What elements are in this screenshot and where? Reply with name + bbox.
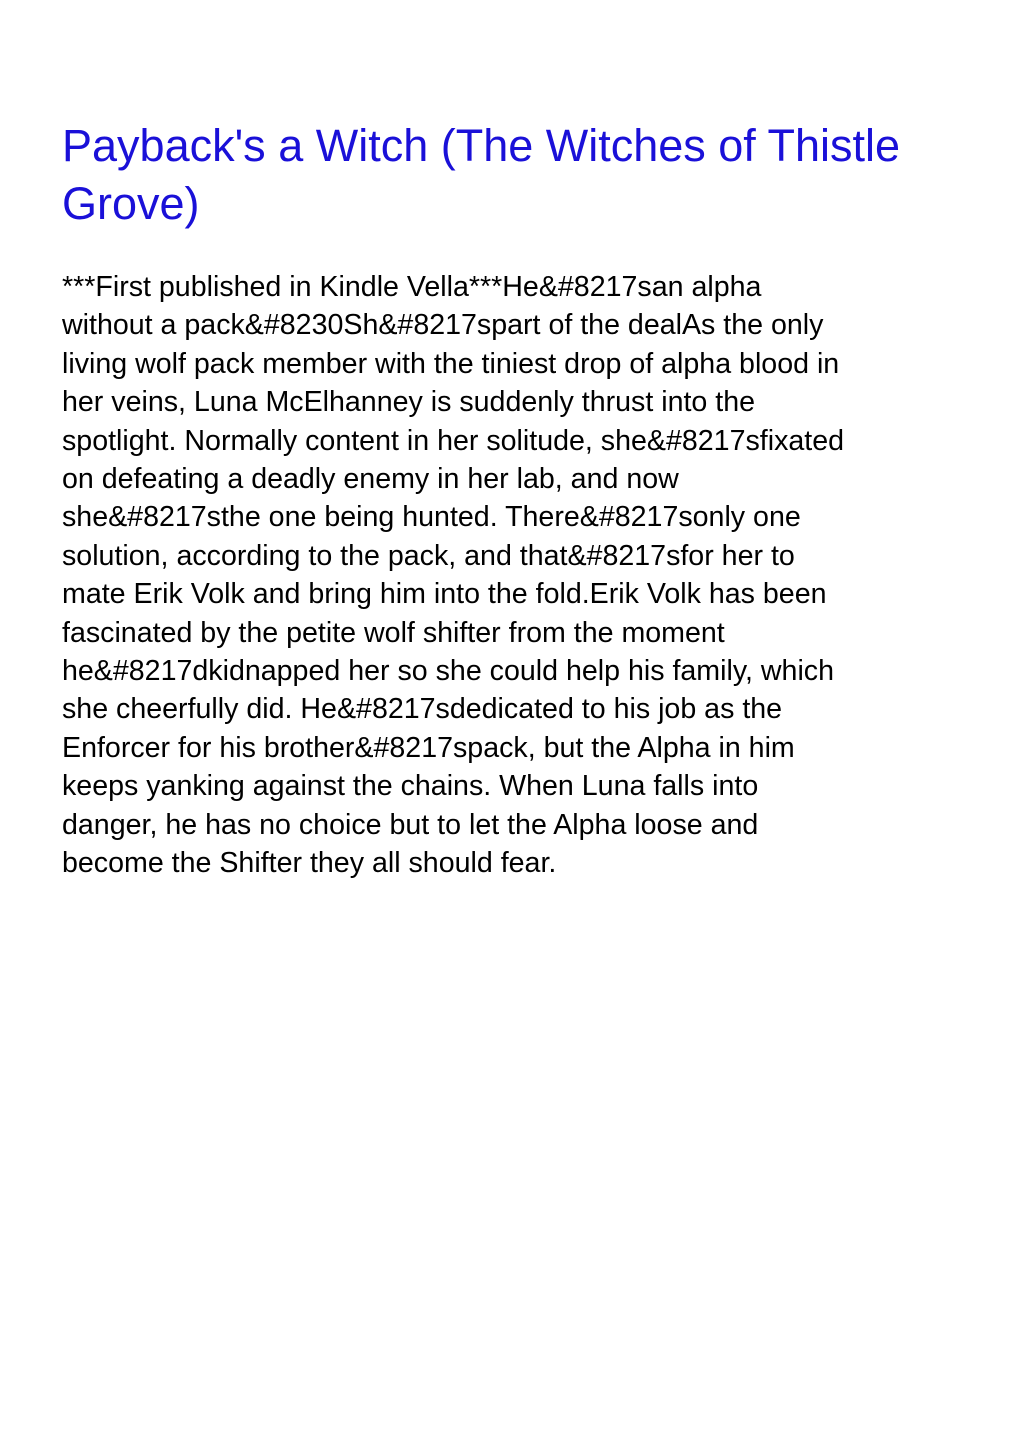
description-line: she cheerfully did. He&#8217sdedicated to his job as the: [62, 693, 783, 726]
description-line: without a pack&#8230Sh&#8217spart of the dealAs the only: [62, 309, 824, 342]
description-line: Enforcer for his brother&#8217spack, but the Alpha in him: [62, 731, 795, 764]
description-line: on defeating a deadly enemy in her lab, and now: [62, 463, 679, 496]
description-line: she&#8217sthe one being hunted. There&#8217sonly one: [62, 501, 801, 534]
page-title: [62, 117, 962, 233]
description-line: spotlight. Normally content in her solitude, she&#8217sfixated: [62, 424, 845, 457]
title-line: Grove): [62, 178, 200, 229]
description-line: danger, he has no choice but to let the Alpha loose and: [62, 808, 759, 841]
description-line: keeps yanking against the chains. When Luna falls into: [62, 770, 759, 803]
description-line: her veins, Luna McElhanney is suddenly thrust into the: [62, 386, 756, 419]
title-line: Payback's a Witch (The Witches of Thistle: [62, 120, 901, 171]
description-line: mate Erik Volk and bring him into the fold.Erik Volk has been: [62, 578, 827, 611]
book-description: [62, 268, 962, 883]
description-line: living wolf pack member with the tiniest drop of alpha blood in: [62, 347, 840, 380]
description-line: he&#8217dkidnapped her so she could help his family, which: [62, 655, 835, 688]
description-line: solution, according to the pack, and that&#8217sfor her to: [62, 539, 795, 572]
description-line: fascinated by the petite wolf shifter from the moment: [62, 616, 725, 649]
description-line: become the Shifter they all should fear.: [62, 847, 557, 880]
description-line: ***First published in Kindle Vella***He&#8217san alpha: [62, 271, 762, 303]
